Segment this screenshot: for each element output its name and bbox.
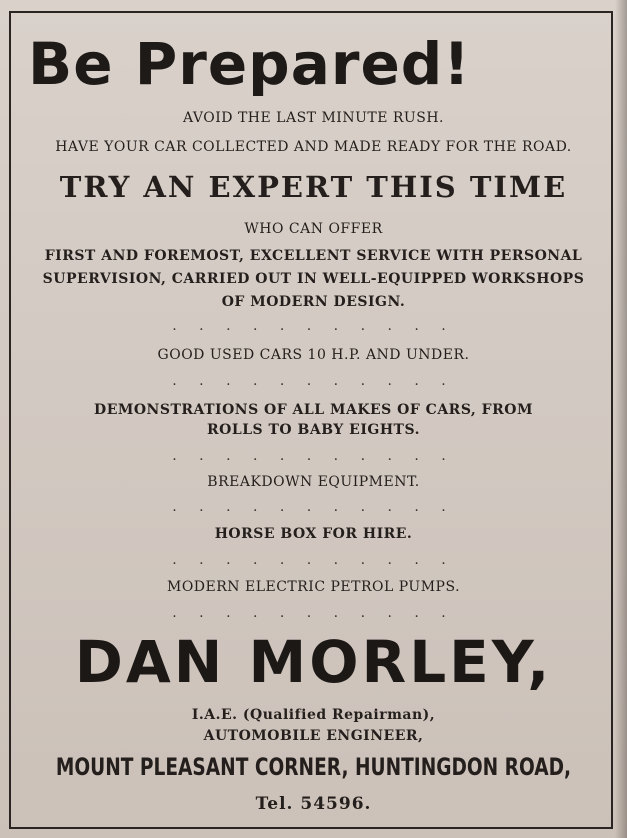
item-used-cars: GOOD USED CARS 10 H.P. AND UNDER.: [157, 347, 470, 363]
address: MOUNT PLEASANT CORNER, HUNTINGDON ROAD,: [55, 753, 572, 781]
tagline-collect-car: HAVE YOUR CAR COLLECTED AND MADE READY FOR THE ROAD.: [55, 139, 572, 155]
engineer-title: AUTOMOBILE ENGINEER,: [203, 728, 424, 744]
qualification: I.A.E. (Qualified Repairman),: [191, 707, 436, 723]
dot-separator: . . . . . . . . . . .: [172, 318, 455, 334]
dot-separator: . . . . . . . . . . .: [172, 605, 455, 621]
try-an-expert-heading: TRY AN EXPERT THIS TIME: [59, 170, 568, 204]
page-edge-shadow: [615, 0, 627, 838]
item-horse-box: HORSE BOX FOR HIRE.: [214, 526, 413, 542]
business-name: DAN MORLEY,: [74, 628, 553, 696]
headline: Be Prepared!: [28, 30, 471, 98]
tagline-avoid-rush: AVOID THE LAST MINUTE RUSH.: [183, 110, 444, 126]
item-petrol-pumps: MODERN ELECTRIC PETROL PUMPS.: [166, 579, 461, 595]
service-paragraph-line-3: OF MODERN DESIGN.: [221, 294, 406, 310]
item-breakdown-equipment: BREAKDOWN EQUIPMENT.: [207, 474, 420, 490]
who-can-offer: WHO CAN OFFER: [244, 221, 383, 237]
item-demonstrations-line-2: ROLLS TO BABY EIGHTS.: [207, 422, 420, 438]
dot-separator: . . . . . . . . . . .: [172, 499, 455, 515]
item-demonstrations-line-1: DEMONSTRATIONS OF ALL MAKES OF CARS, FROM: [94, 402, 533, 418]
service-paragraph-line-1: FIRST AND FOREMOST, EXCELLENT SERVICE WITH PERSONAL: [44, 248, 583, 264]
service-paragraph-line-2: SUPERVISION, CARRIED OUT IN WELL-EQUIPPED WORKSHOPS: [42, 271, 585, 287]
dot-separator: . . . . . . . . . . .: [172, 552, 455, 568]
dot-separator: . . . . . . . . . . .: [172, 373, 455, 389]
telephone: Tel. 54596.: [255, 794, 372, 814]
dot-separator: . . . . . . . . . . .: [172, 448, 455, 464]
